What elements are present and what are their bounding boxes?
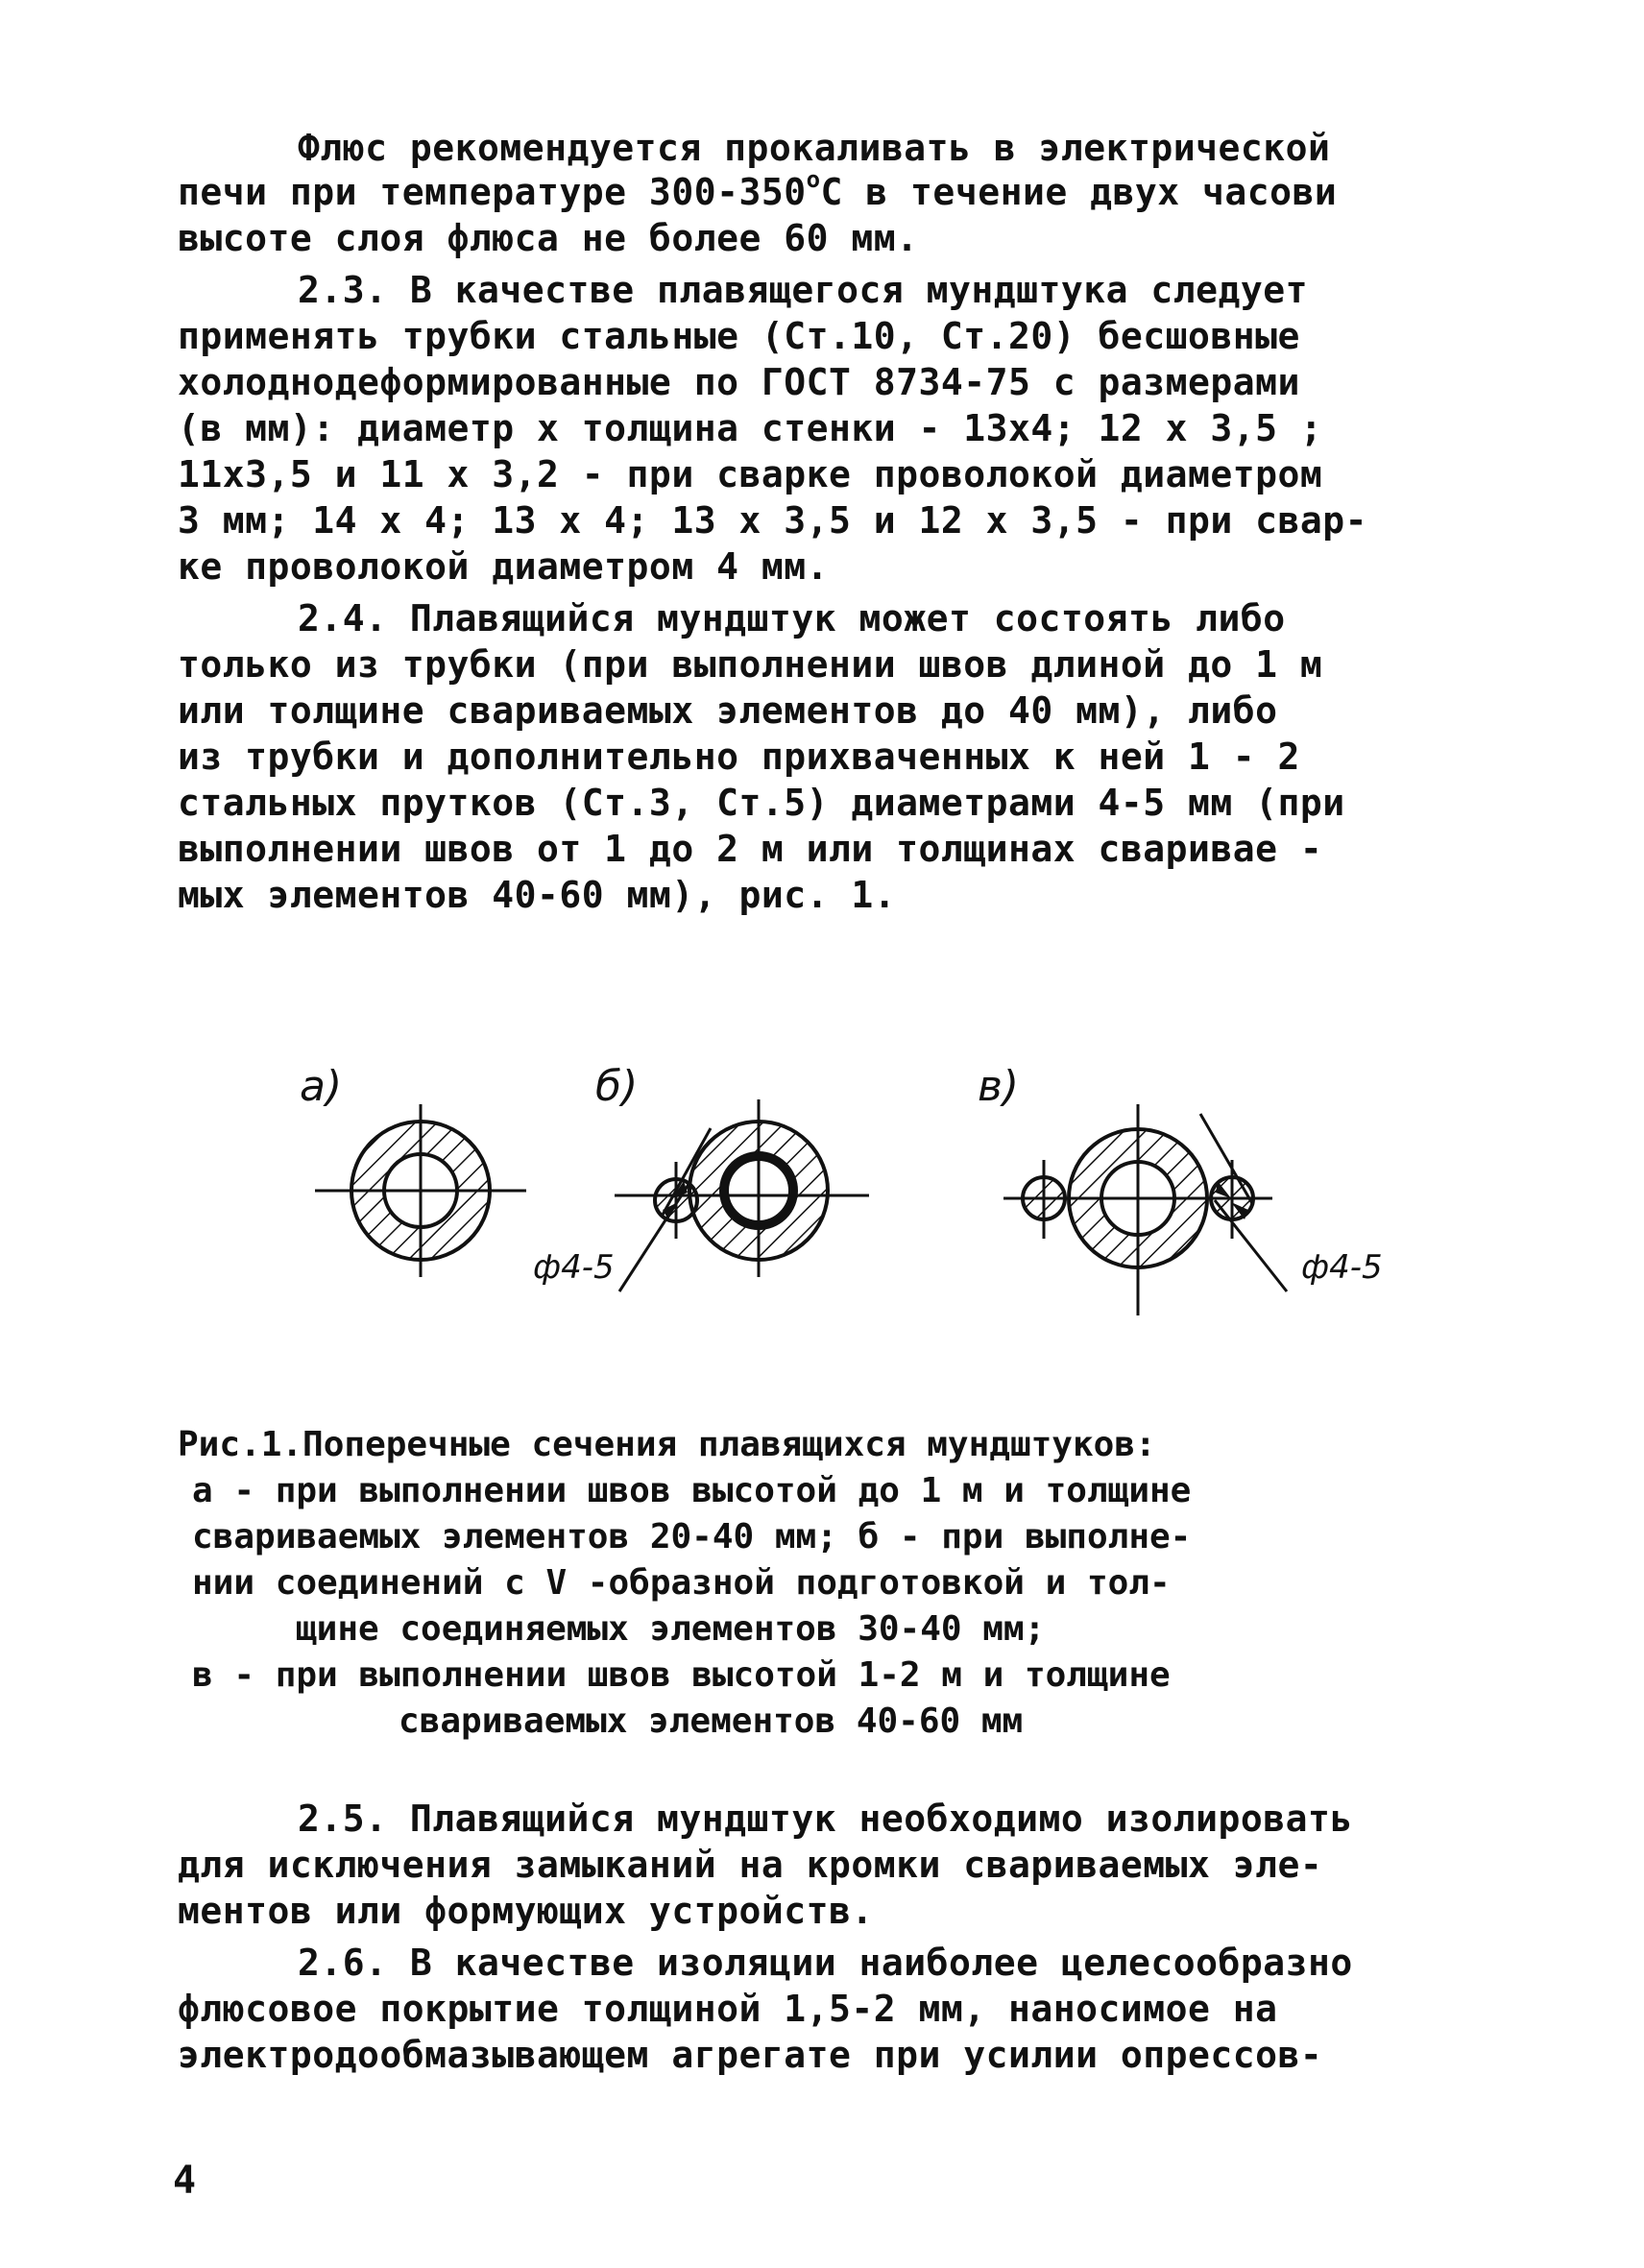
dimension-label-v: ф4-5 [1301, 1248, 1383, 1287]
figure-label-a: а) [300, 1062, 343, 1111]
figure-label-v: в) [978, 1062, 1020, 1111]
p24-line-6: выполнении швов от 1 до 2 м или толщинах сваривае - [178, 828, 1323, 870]
caption-line-2: свариваемых элементов 20-40 мм; б - при выполне- [192, 1517, 1192, 1556]
p23-line-1: 2.3. В качестве плавящегося мундштука следует [298, 269, 1309, 311]
p23-line-5: 11х3,5 и 11 х 3,2 - при сварке проволокой диаметром [178, 453, 1323, 495]
p25-line-1: 2.5. Плавящийся мундштук необходимо изолировать [298, 1798, 1353, 1840]
p23-line-3: холоднодеформированные по ГОСТ 8734-75 с размерами [178, 361, 1300, 403]
p24-line-4: из трубки и дополнительно прихваченных к ней 1 - 2 [178, 736, 1300, 778]
p1-line-2: печи при температуре $300-350^оС$ в течение двух часови [178, 166, 1338, 213]
p25-line-3: ментов или формующих устройств. [178, 1890, 874, 1932]
dimension-label-b: ф4-5 [533, 1248, 615, 1287]
p23-line-7: ке проволокой диаметром 4 мм. [178, 545, 829, 588]
p24-line-7: мых элементов 40-60 мм), рис. 1. [178, 874, 897, 916]
section-b [615, 1099, 869, 1291]
p24-line-3: или толщине свариваемых элементов до 40 мм), либо [178, 689, 1278, 732]
p1-line-3: высоте слоя флюса не более 60 мм. [178, 217, 919, 259]
p25-line-2: для исключения замыканий на кромки свариваемых эле- [178, 1844, 1323, 1886]
caption-line-4: щине соединяемых элементов 30-40 мм; [296, 1609, 1046, 1649]
p23-line-6: 3 мм; 14 х 4; 13 х 4; 13 х 3,5 и 12 х 3,5 - при свар- [178, 499, 1368, 542]
caption-line-1: а - при выполнении швов высотой до 1 м и толщине [192, 1471, 1192, 1510]
p24-line-1: 2.4. Плавящийся мундштук может состоять либо [298, 597, 1286, 639]
caption-line-5: в - при выполнении швов высотой 1-2 м и толщине [192, 1655, 1171, 1695]
figure-cross-sections [0, 1037, 1644, 1363]
p26-line-2: флюсовое покрытие толщиной 1,5-2 мм, наносимое на [178, 1988, 1278, 2030]
p24-line-2: только из трубки (при выполнении швов длиной до 1 м [178, 643, 1323, 686]
section-a [315, 1104, 526, 1277]
section-v [1003, 1104, 1287, 1315]
p24-line-5: стальных прутков (Ст.3, Ст.5) диаметрами 4-5 мм (при [178, 782, 1345, 824]
figure-label-b: б) [595, 1062, 639, 1111]
p1-line-1: Флюс рекомендуется прокаливать в электрической [298, 127, 1331, 169]
page-number: 4 [173, 2159, 197, 2203]
section-v-leader-bottom [1215, 1200, 1287, 1291]
p26-line-3: электродообмазывающем агрегате при усилии опрессов- [178, 2034, 1323, 2076]
degree-sign: о [806, 166, 821, 193]
p26-line-1: 2.6. В качестве изоляции наиболее целесообразно [298, 1942, 1353, 1984]
caption-line-6: свариваемых элементов 40-60 мм [399, 1701, 1024, 1741]
caption-line-3: нии соединений с V -образной подготовкой и тол- [192, 1563, 1171, 1603]
p23-line-2: применять трубки стальные (Ст.10, Ст.20) бесшовные [178, 315, 1300, 357]
p23-line-4: (в мм): диаметр х толщина стенки - 13х4; 12 х 3,5 ; [178, 407, 1323, 449]
caption-title: Рис.1.Поперечные сечения плавящихся мундштуков: [178, 1425, 1156, 1464]
